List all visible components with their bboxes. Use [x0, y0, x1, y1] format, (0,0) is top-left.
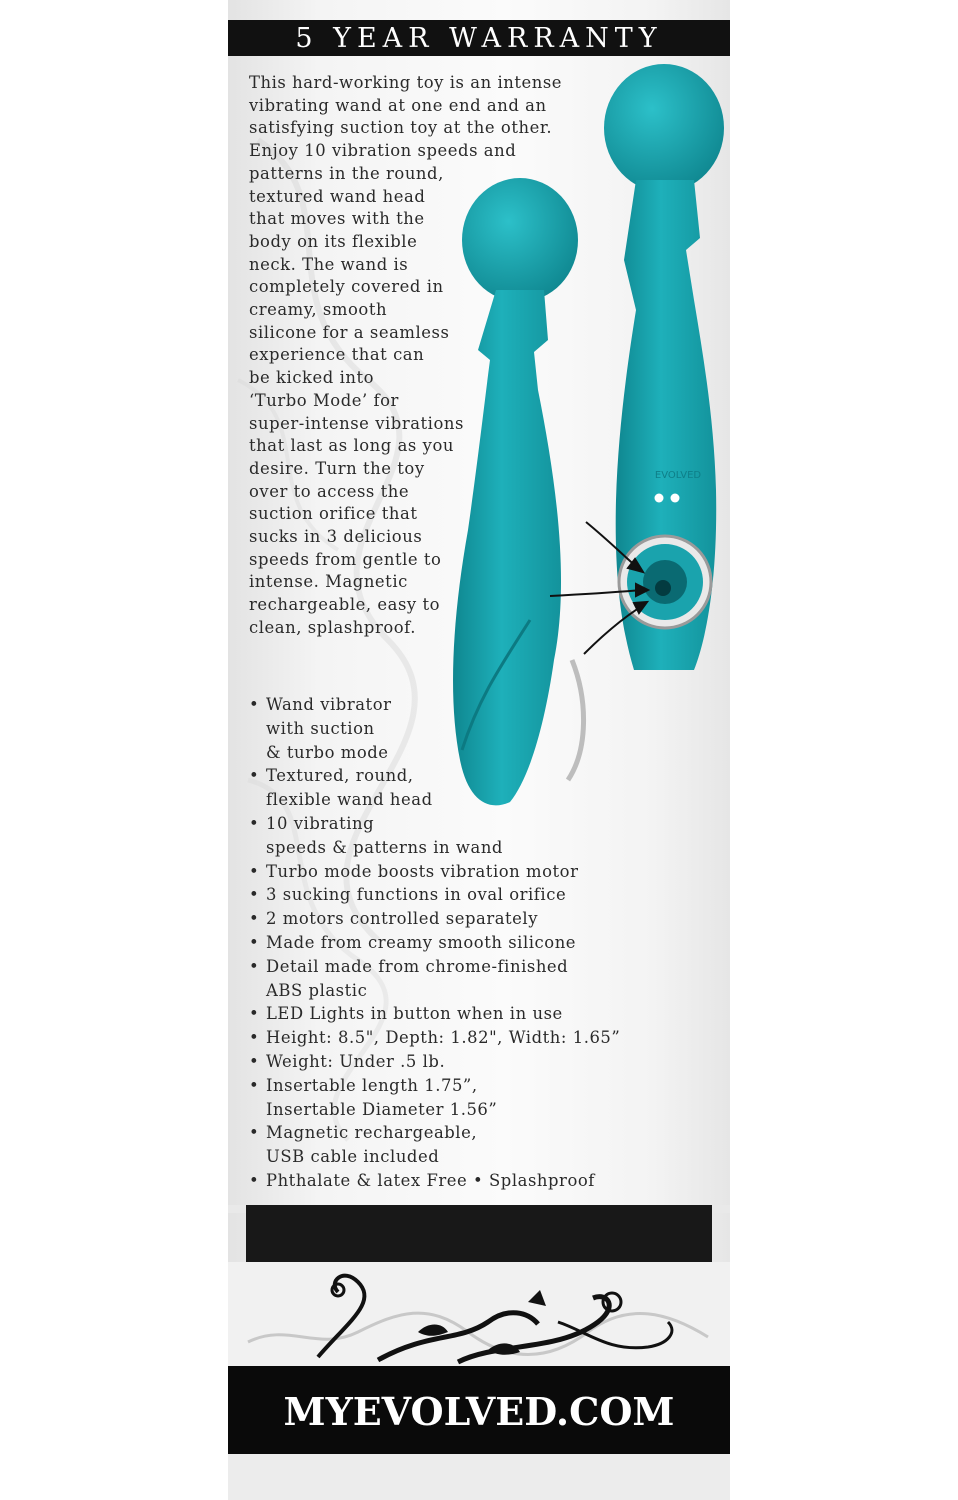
feature-item: • Wand vibrator with suction & turbo mode [249, 695, 392, 762]
warranty-banner: 5 YEAR WARRANTY [228, 20, 730, 56]
feature-item: • Turbo mode boosts vibration motor [249, 860, 620, 884]
swirl-ornament-icon [228, 1262, 730, 1366]
bullet: • [249, 956, 260, 976]
feature-item: • 10 vibrating speeds & patterns in wand [249, 813, 503, 857]
decorative-ornament [228, 1262, 730, 1366]
feature-item: • Magnetic rechargeable, USB cable included [249, 1123, 478, 1167]
bullet: • [249, 1004, 260, 1024]
brand-mark: EVOLVED [654, 470, 702, 481]
bullet: • [249, 766, 260, 786]
feature-item: • Made from creamy smooth silicone [249, 931, 620, 955]
bullet: • [249, 1051, 260, 1071]
website-url: MYEVOLVED.COM [228, 1366, 730, 1454]
feature-item: • 2 motors controlled separately [249, 907, 620, 931]
bullet: • [249, 1028, 260, 1048]
feature-item: • Textured, round, flexible wand head [249, 766, 433, 810]
feature-item: • 3 sucking functions in oval orifice [249, 883, 620, 907]
bullet: • [249, 1123, 260, 1143]
product-description: This hard-working toy is an intense vibrating wand at one end and an satisfying suction toy at the other. Enjoy 10 vibration speeds and patterns in the round, textured wand head that moves with the body on its flexible neck. The wand is completely covered in creamy, smooth silicone for a seamless experience that can be kicked into ‘Turbo Mode’ for super-intense vibrations that last as long as you desire. Turn the toy over to access the suction orifice that sucks in 3 delicious speeds from gentle to intense. Magnetic rechargeable, easy to clean, splashproof. [249, 73, 563, 637]
bullet: • [249, 909, 260, 929]
bullet: • [249, 1170, 260, 1190]
feature-item: • Weight: Under .5 lb. [249, 1050, 620, 1074]
bullet: • [249, 885, 260, 905]
base-black-band [246, 1205, 712, 1263]
packaging-panel [228, 0, 730, 1500]
bullet: • [249, 861, 260, 881]
feature-item: • Phthalate & latex Free • Splashproof [249, 1169, 620, 1193]
bullet: • [249, 932, 260, 952]
bullet: • [249, 1075, 260, 1095]
feature-item: • Height: 8.5", Depth: 1.82", Width: 1.65” [249, 1026, 620, 1050]
bottom-strip [228, 1454, 730, 1500]
feature-item: • Insertable length 1.75”, Insertable Diameter 1.56” [249, 1075, 498, 1119]
feature-item: • Detail made from chrome-finished ABS plastic [249, 956, 569, 1000]
feature-item: • LED Lights in button when in use [249, 1002, 620, 1026]
bullet: • [249, 813, 260, 833]
wand-right [604, 64, 724, 670]
bullet: • [249, 695, 260, 714]
feature-list [249, 693, 620, 1193]
